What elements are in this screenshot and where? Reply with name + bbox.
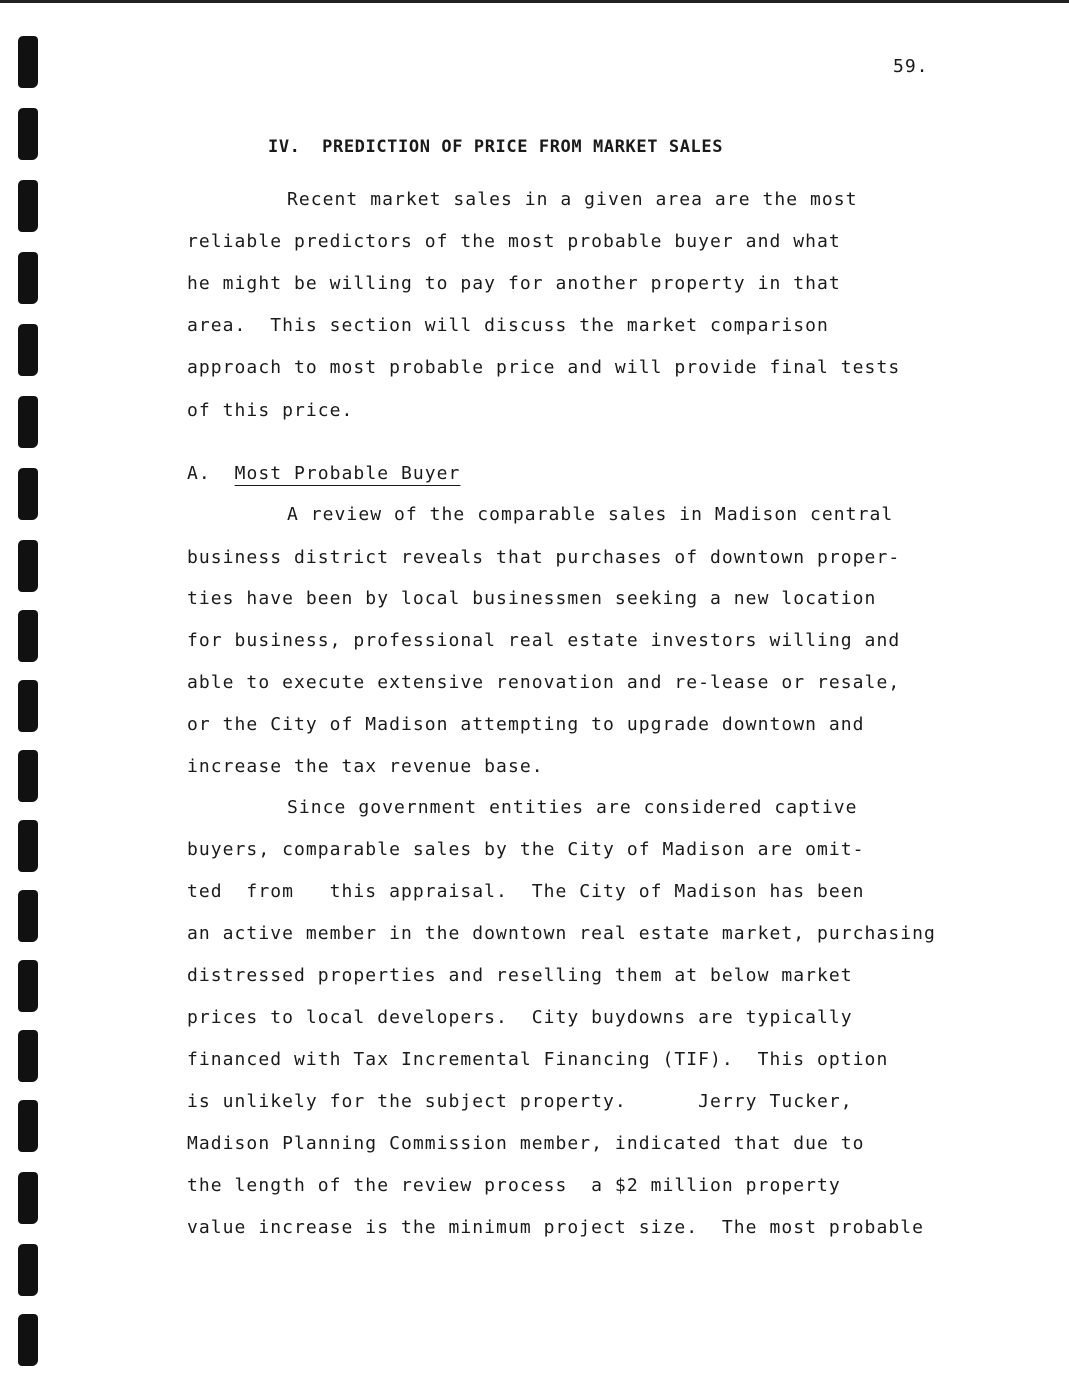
para1-line: able to execute extensive renovation and re-lease or resale, <box>187 672 901 693</box>
binder-hole <box>18 180 38 232</box>
binder-hole <box>18 890 38 942</box>
binder-hole <box>18 1100 38 1152</box>
binder-hole <box>18 1172 38 1224</box>
para2-line: Since government entities are considered captive <box>287 797 858 818</box>
para2-line: is unlikely for the subject property. Jerry Tucker, <box>187 1091 853 1112</box>
para2-line: ted from this appraisal. The City of Madison has been <box>187 881 865 902</box>
binder-hole <box>18 396 38 448</box>
para2-line: prices to local developers. City buydowns are typically <box>187 1007 853 1028</box>
para2-line: buyers, comparable sales by the City of Madison are omit- <box>187 839 865 860</box>
para1-line: ties have been by local businessmen seeking a new location <box>187 588 877 609</box>
intro-line: he might be willing to pay for another property in that <box>187 273 841 294</box>
intro-line: approach to most probable price and will provide final tests <box>187 357 901 378</box>
para2-line: an active member in the downtown real estate market, purchasing <box>187 923 936 944</box>
binder-hole <box>18 1314 38 1366</box>
section-heading: IV. PREDICTION OF PRICE FROM MARKET SALES <box>268 137 724 157</box>
subsection-heading <box>187 463 460 484</box>
binder-hole <box>18 36 38 88</box>
binder-hole <box>18 324 38 376</box>
para1-line: or the City of Madison attempting to upgrade downtown and <box>187 714 865 735</box>
binder-hole <box>18 610 38 662</box>
para2-line: distressed properties and reselling them at below market <box>187 965 853 986</box>
binder-hole <box>18 252 38 304</box>
para1-line: business district reveals that purchases of downtown proper- <box>187 547 901 568</box>
intro-line: area. This section will discuss the market comparison <box>187 315 829 336</box>
para1-line: increase the tax revenue base. <box>187 756 544 777</box>
binder-hole <box>18 1244 38 1296</box>
intro-line: Recent market sales in a given area are the most <box>287 189 858 210</box>
page-number: 59. <box>893 56 929 77</box>
intro-line: of this price. <box>187 400 354 421</box>
binder-hole <box>18 820 38 872</box>
binder-hole <box>18 960 38 1012</box>
intro-line: reliable predictors of the most probable buyer and what <box>187 231 841 252</box>
binder-hole <box>18 750 38 802</box>
binder-hole <box>18 468 38 520</box>
binder-hole <box>18 540 38 592</box>
binder-holes <box>18 0 42 1380</box>
para2-line: financed with Tax Incremental Financing (TIF). This option <box>187 1049 889 1070</box>
para2-line: value increase is the minimum project size. The most probable <box>187 1217 924 1238</box>
binder-hole <box>18 680 38 732</box>
binder-hole <box>18 108 38 160</box>
para1-line: A review of the comparable sales in Madison central <box>287 504 894 525</box>
binder-hole <box>18 1030 38 1082</box>
page-top-edge <box>0 0 1069 3</box>
para2-line: the length of the review process a $2 million property <box>187 1175 841 1196</box>
para2-line: Madison Planning Commission member, indicated that due to <box>187 1133 865 1154</box>
subsection-letter: A. <box>187 463 211 484</box>
subsection-title: Most Probable Buyer <box>234 463 461 484</box>
para1-line: for business, professional real estate investors willing and <box>187 630 901 651</box>
